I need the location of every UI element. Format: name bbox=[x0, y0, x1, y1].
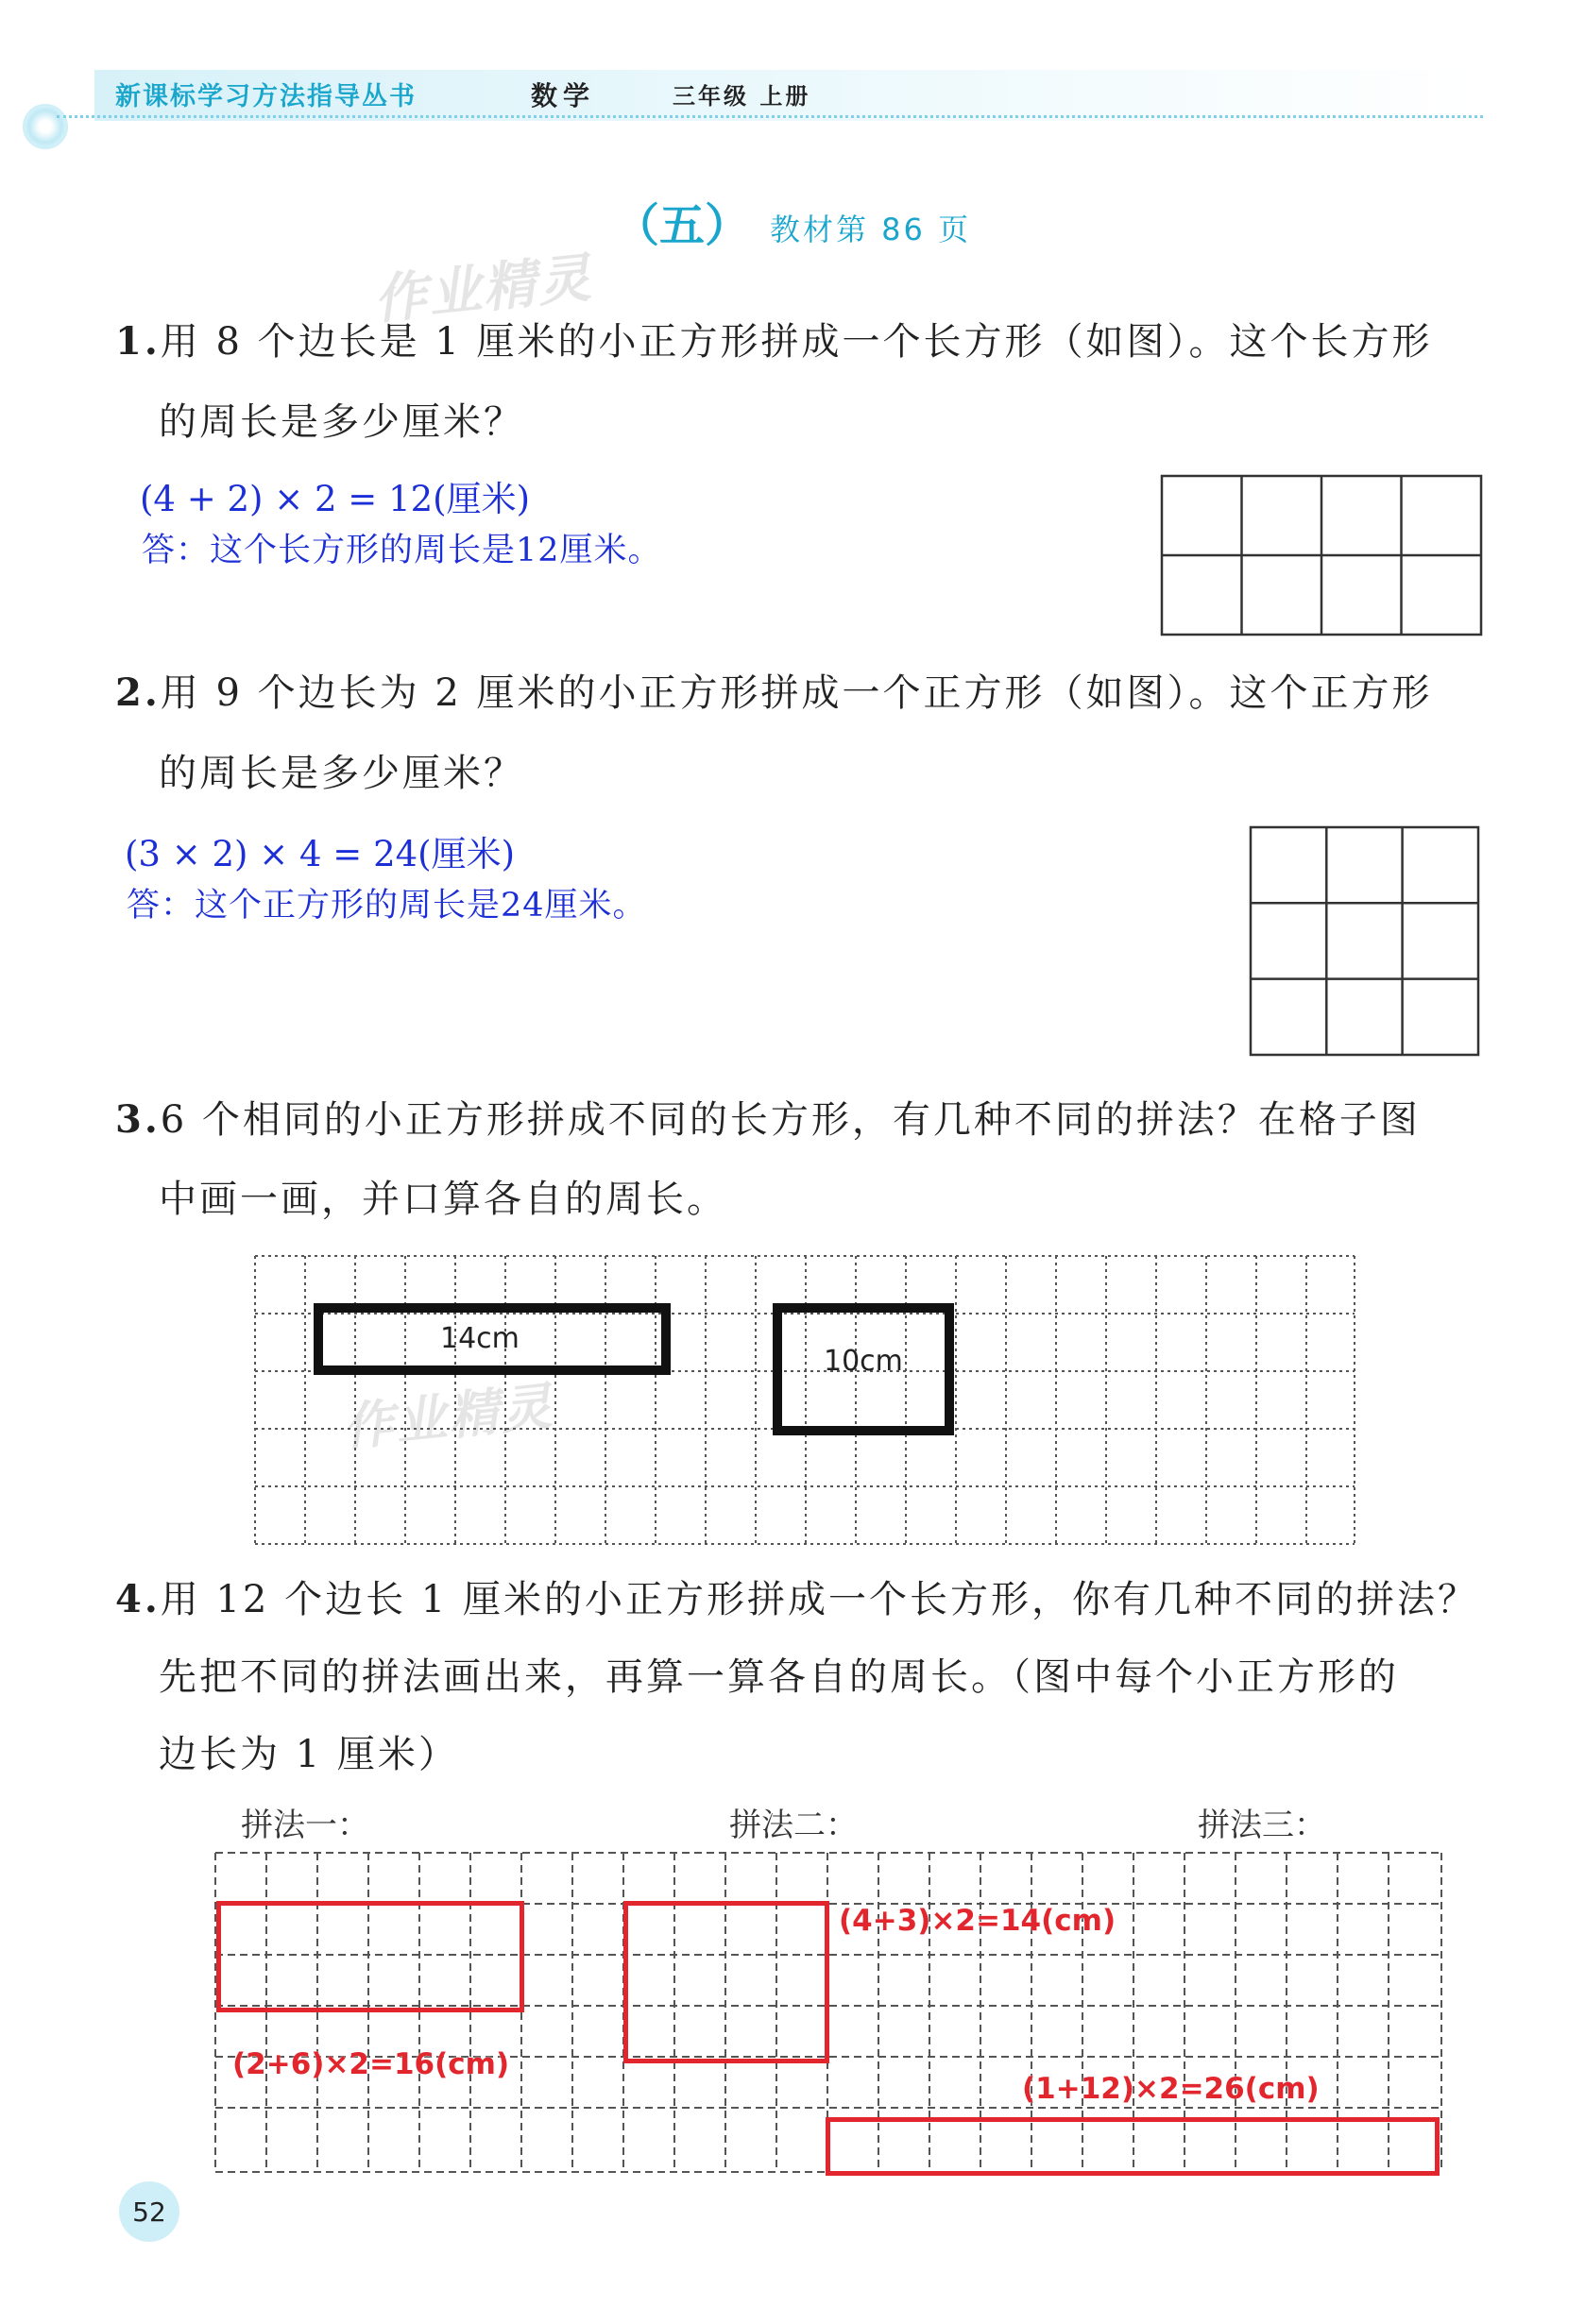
question-2-answer-formula: (3 × 2) × 4 = 24(厘米) bbox=[125, 834, 516, 874]
section-title: （五） bbox=[614, 199, 751, 252]
question-text: 6 个相同的小正方形拼成不同的长方形，有几种不同的拼法？在格子图 bbox=[160, 1098, 1421, 1142]
watermark: 作业精灵 bbox=[339, 1376, 557, 1458]
method-2-label: 拼法二： bbox=[729, 1807, 858, 1844]
question-text: 用 8 个边长是 1 厘米的小正方形拼成一个长方形（如图）。这个长方形 bbox=[160, 320, 1433, 364]
question-4-line-2: 先把不同的拼法画出来，再算一算各自的周长。（图中每个小正方形的 bbox=[159, 1655, 1399, 1699]
method-1-label: 拼法一： bbox=[241, 1807, 369, 1844]
method-3-rectangle bbox=[826, 2117, 1440, 2176]
watermark: 作业精灵 bbox=[370, 247, 596, 331]
page-number-badge bbox=[119, 2181, 179, 2242]
question-4-line-3: 边长为 1 厘米） bbox=[159, 1733, 459, 1776]
method-2-rectangle bbox=[623, 1901, 829, 2063]
page-number: 52 bbox=[132, 2196, 166, 2228]
question-1-answer-formula: (4 + 2) × 2 = 12(厘米) bbox=[140, 479, 531, 519]
question-1-answer-text: 答：这个长方形的周长是12厘米。 bbox=[142, 532, 662, 569]
question-2-grid-figure bbox=[1249, 825, 1481, 1058]
textbook-page-reference: 教材第 86 页 bbox=[770, 212, 972, 247]
question-1-line-2: 的周长是多少厘米？ bbox=[159, 400, 524, 444]
grade-label: 三年级 上册 bbox=[673, 83, 811, 110]
header-circle-decoration bbox=[23, 104, 68, 149]
question-number: 4. bbox=[115, 1577, 161, 1621]
series-title: 新课标学习方法指导丛书 bbox=[115, 82, 417, 111]
question-1-line-1 bbox=[115, 312, 1433, 365]
question-text: 用 9 个边长为 2 厘米的小正方形拼成一个正方形（如图）。这个正方形 bbox=[160, 671, 1433, 715]
question-number: 1. bbox=[115, 319, 161, 364]
question-number: 2. bbox=[115, 670, 161, 715]
question-4-line-1 bbox=[115, 1569, 1478, 1623]
question-2-answer-text: 答：这个正方形的周长是24厘米。 bbox=[127, 887, 647, 925]
question-2-line-2: 的周长是多少厘米？ bbox=[159, 752, 524, 795]
question-number: 3. bbox=[115, 1097, 161, 1142]
question-3-line-2: 中画一画，并口算各自的周长。 bbox=[159, 1178, 727, 1221]
method-2-answer: (4+3)×2=14(cm) bbox=[839, 1904, 1116, 1938]
method-3-label: 拼法三： bbox=[1198, 1807, 1326, 1844]
method-1-answer: (2+6)×2=16(cm) bbox=[232, 2047, 510, 2081]
question-3-perimeter-label-b: 10cm bbox=[824, 1345, 903, 1378]
header-divider bbox=[57, 115, 1483, 118]
question-2-line-1 bbox=[115, 663, 1433, 717]
question-3-perimeter-label-a: 14cm bbox=[440, 1322, 520, 1355]
method-1-rectangle bbox=[216, 1901, 524, 2012]
question-text: 用 12 个边长 1 厘米的小正方形拼成一个长方形，你有几种不同的拼法？ bbox=[160, 1578, 1478, 1621]
subject-label: 数学 bbox=[531, 80, 596, 111]
question-3-line-1 bbox=[115, 1090, 1421, 1144]
method-3-answer: (1+12)×2=26(cm) bbox=[1022, 2072, 1320, 2106]
question-1-grid-figure bbox=[1160, 474, 1485, 636]
